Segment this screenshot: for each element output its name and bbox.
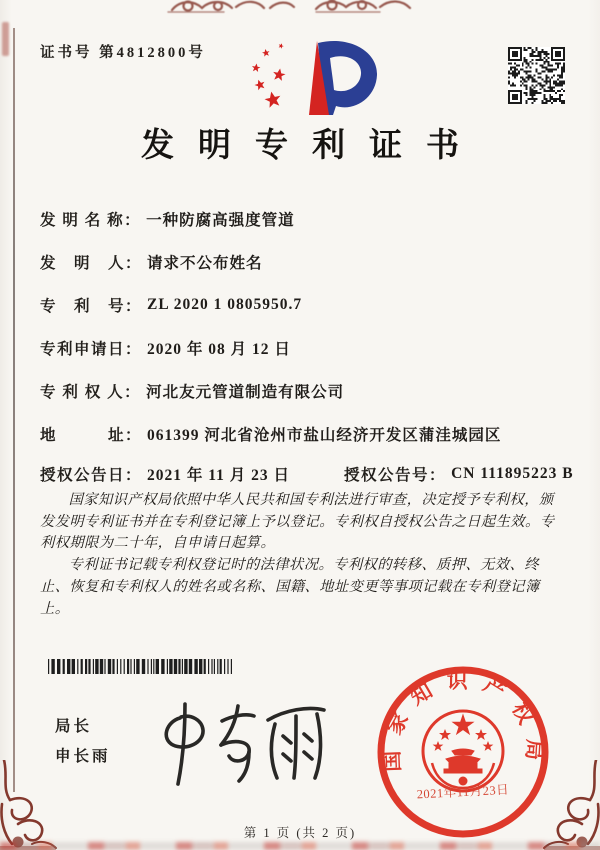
seal-date-text: 2021年11月23日 (416, 782, 510, 802)
commissioner-title: 局长 (55, 718, 93, 735)
legal-paragraph-2: 专利证书记载专利权登记时的法律状况。专利权的转移、质押、无效、终止、恢复和专利权人的姓名或名称、国籍、地址变更等事项记载在专利登记簿上。 (40, 557, 540, 617)
field-value: ZL 2020 1 0805950.7 (147, 295, 303, 313)
field-value: 061399 河北省沧州市盐山经济开发区蒲洼城园区 (147, 426, 502, 444)
field-label: 发 明 人： (40, 254, 143, 272)
field-value: 请求不公布姓名 (147, 254, 263, 272)
field-value: 河北友元管道制造有限公司 (146, 383, 345, 401)
cnipa-logo-icon (246, 40, 384, 118)
field-value: CN 111895223 B (451, 465, 574, 482)
field-value: 2020 年 08 月 12 日 (147, 340, 291, 358)
field-row-address (40, 412, 574, 455)
field-value: 2021 年 11 月 23 日 (147, 467, 291, 484)
field-label: 授权公告日： (40, 467, 143, 484)
field-row-patentee (40, 369, 574, 412)
signature-handwriting-icon (148, 696, 338, 794)
page-title: 发明专利证书 (141, 128, 483, 164)
field-row-filing-date (40, 326, 574, 369)
field-row-grant-date (40, 455, 574, 493)
top-border-ornament-icon (166, 0, 416, 16)
field-label: 地 址： (40, 426, 143, 444)
official-seal-icon (374, 663, 552, 841)
field-value: 一种防腐高强度管道 (146, 211, 295, 229)
field-row-invention-name (40, 197, 574, 240)
seal-agency-text: 国家知识产权局 (379, 668, 547, 775)
commissioner-name: 申长雨 (55, 748, 111, 765)
qr-code-icon (508, 47, 565, 104)
field-row-patent-number (40, 283, 574, 326)
field-row-grant-number (344, 463, 574, 485)
field-label: 专 利 权 人： (40, 383, 142, 401)
field-list (40, 197, 574, 493)
corner-flourish-icon (0, 760, 60, 850)
field-label: 专利申请日： (40, 340, 143, 358)
field-row-inventor (40, 240, 574, 283)
field-label: 专 利 号： (40, 297, 143, 315)
left-edge-ornament-fragment (2, 22, 9, 56)
commissioner-block (55, 712, 111, 772)
page-number: 第 1 页 (共 2 页) (243, 826, 357, 840)
bottom-border-ornament (0, 842, 600, 850)
field-label: 授权公告号： (344, 467, 447, 484)
legal-text (40, 490, 567, 620)
field-label: 发 明 名 称： (40, 211, 142, 229)
legal-paragraph-1: 国家知识产权局依照中华人民共和国专利法进行审查，决定授予专利权，颁发发明专利证书并在专利登记簿上予以登记。专利权自授权公告之日起生效。专利权期限为二十年，自申请日起算。 (40, 492, 555, 552)
certificate-number: 证书号 第4812800号 (40, 45, 206, 61)
corner-flourish-icon (540, 760, 600, 850)
barcode-icon (48, 659, 233, 674)
